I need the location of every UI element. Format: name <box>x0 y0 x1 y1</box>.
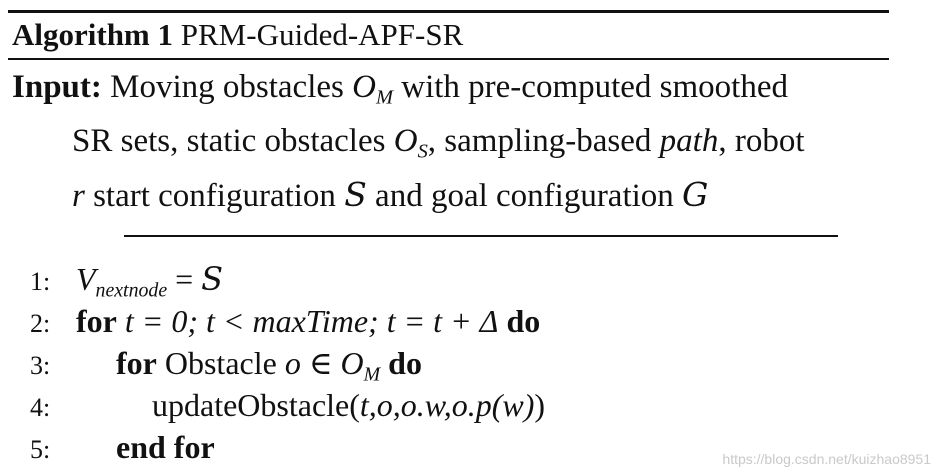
line-number: 1: <box>30 267 51 296</box>
line-text: ) <box>534 387 546 423</box>
algorithm-line <box>30 342 545 384</box>
math-subscript: M <box>375 86 393 109</box>
math-symbol: path <box>659 122 719 159</box>
math-expression: t = 0; t < maxTime; t = t + Δ <box>124 303 499 339</box>
line-code <box>76 300 540 342</box>
algorithm-label: Algorithm 1 <box>12 17 174 52</box>
math-expression: o ∈ O <box>284 345 364 381</box>
line-code <box>76 384 545 426</box>
top-rule <box>8 10 889 13</box>
input-text: Moving obstacles <box>110 69 353 105</box>
math-symbol: G <box>682 175 709 215</box>
math-symbol: O <box>393 122 418 159</box>
title-rule <box>8 58 889 60</box>
math-subscript: M <box>363 363 381 386</box>
input-text: , robot <box>718 122 805 159</box>
algorithm-steps <box>30 258 545 468</box>
line-number: 2: <box>30 309 51 338</box>
input-text: with pre-computed smoothed <box>393 69 789 105</box>
input-keyword: Input: <box>12 69 102 105</box>
algorithm-name: PRM-Guided-APF-SR <box>180 17 464 52</box>
math-operator: = <box>167 261 202 297</box>
keyword: for <box>116 345 157 381</box>
keyword: do <box>506 303 541 339</box>
algorithm-line <box>30 384 545 426</box>
algorithm-line <box>30 258 545 300</box>
input-text: and goal configuration <box>366 178 683 215</box>
line-number: 4: <box>30 393 51 422</box>
line-code <box>76 426 215 468</box>
math-expression: t,o,o.w,o.p(w) <box>359 387 535 423</box>
math-symbol: r <box>72 178 85 215</box>
input-line-3 <box>12 173 892 218</box>
math-symbol: S <box>344 175 367 215</box>
input-text: start configuration <box>84 178 345 215</box>
algorithm-line <box>30 426 545 468</box>
math-symbol: S <box>201 260 224 298</box>
input-description <box>12 66 892 218</box>
algorithm-title <box>12 15 463 55</box>
math-subscript: nextnode <box>95 279 168 302</box>
input-text: , sampling-based <box>427 122 660 159</box>
line-number: 5: <box>30 435 51 464</box>
algorithm-line <box>30 300 545 342</box>
line-number: 3: <box>30 351 51 380</box>
keyword: do <box>388 345 422 381</box>
input-line-2 <box>12 120 892 174</box>
math-subscript: S <box>417 140 428 163</box>
keyword: for <box>76 303 117 339</box>
keyword: end for <box>116 429 215 465</box>
input-line-1 <box>12 66 892 120</box>
math-symbol: O <box>352 69 376 105</box>
math-symbol: V <box>76 261 96 297</box>
watermark-text: https://blog.csdn.net/kuizhao8951 <box>722 451 931 467</box>
line-text: Obstacle <box>164 345 277 381</box>
input-text: SR sets, static obstacles <box>72 122 394 159</box>
separator-rule <box>124 235 838 237</box>
line-text: updateObstacle( <box>152 387 360 423</box>
